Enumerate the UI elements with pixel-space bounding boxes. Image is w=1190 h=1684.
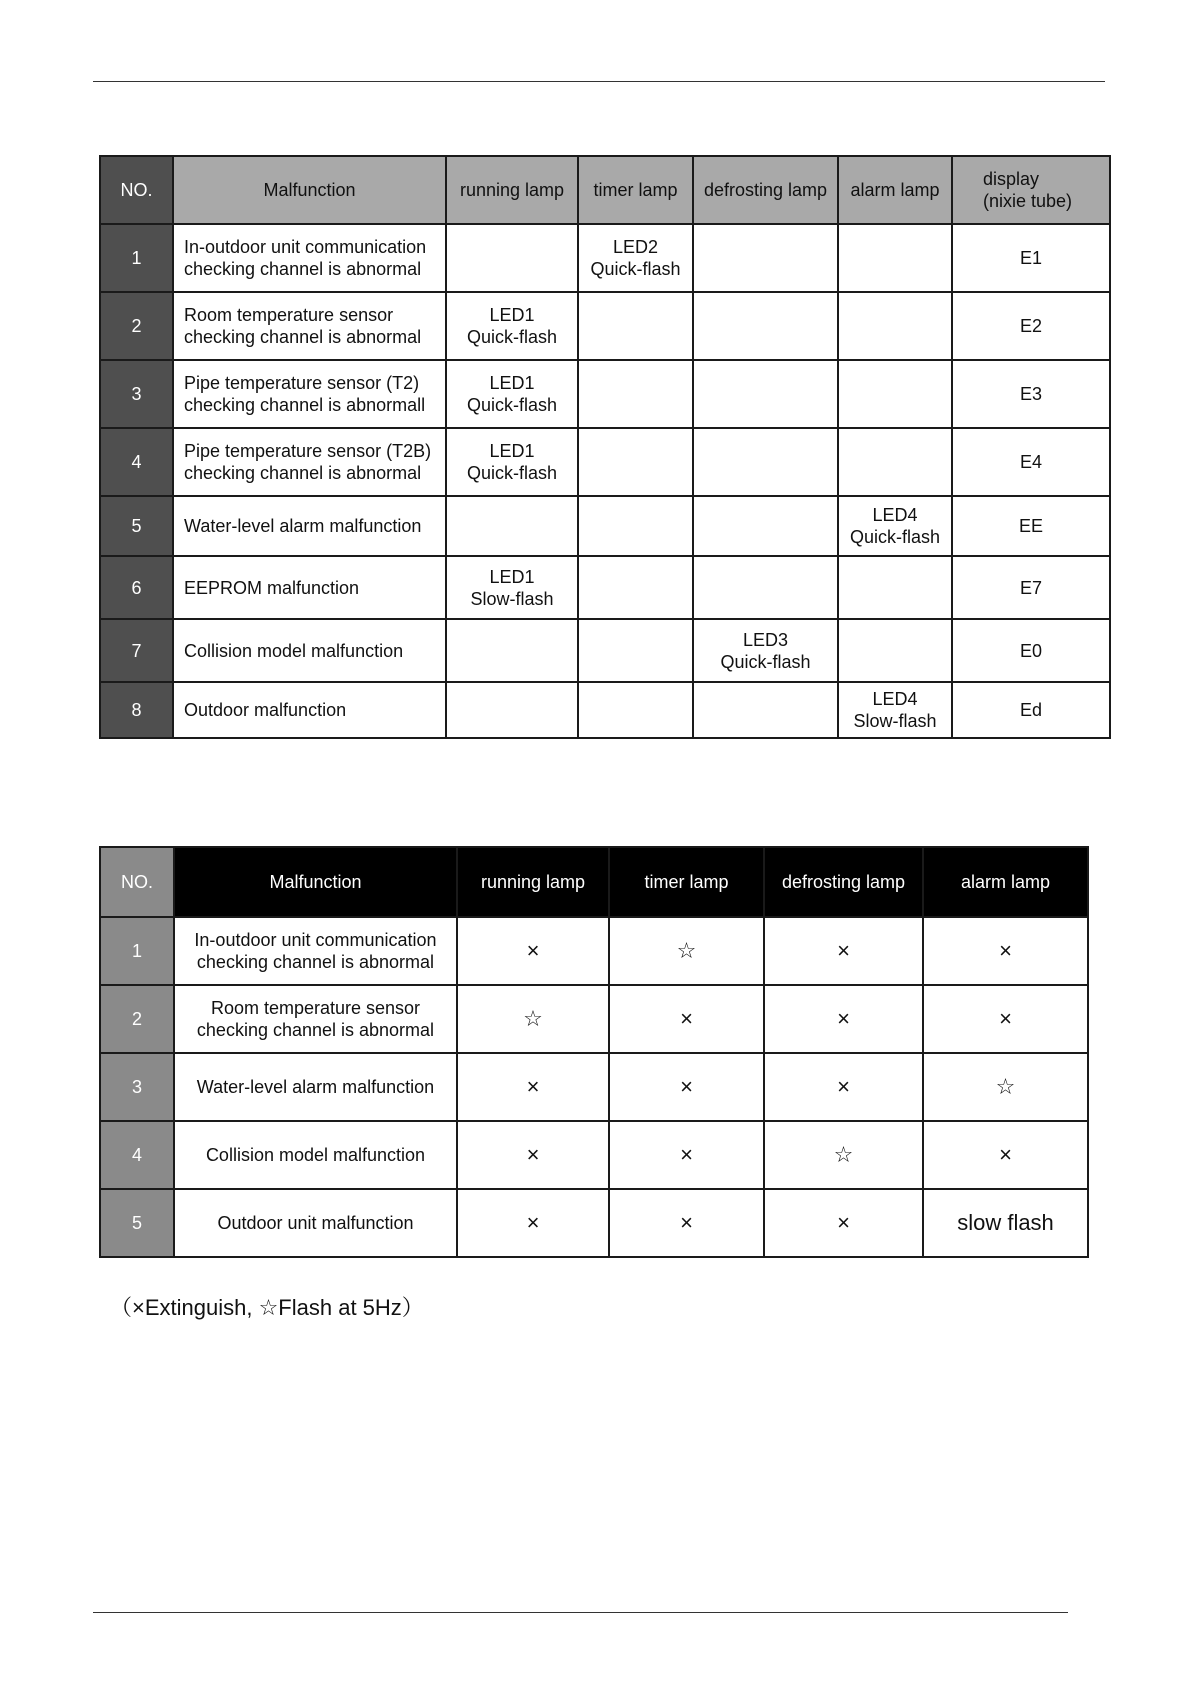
- running-lamp-status: ×: [457, 1189, 609, 1257]
- defrosting-lamp-cell: [693, 496, 838, 556]
- malfunction-cell: Pipe temperature sensor (T2B) checking channel is abnormal: [173, 428, 446, 496]
- timer-lamp-cell: [578, 619, 693, 682]
- row-number: 5: [100, 496, 173, 556]
- malfunction-cell: Collision model malfunction: [173, 619, 446, 682]
- row-number: 2: [100, 292, 173, 360]
- running-lamp-cell: LED1 Quick-flash: [446, 360, 578, 428]
- display-code-cell: E4: [952, 428, 1110, 496]
- row-number: 4: [100, 1121, 174, 1189]
- running-lamp-status: ×: [457, 1053, 609, 1121]
- malfunction-cell: Room temperature sensor checking channel is abnormal: [173, 292, 446, 360]
- table-row: [100, 224, 1110, 292]
- running-lamp-cell: [446, 682, 578, 738]
- alarm-lamp-cell: [838, 619, 952, 682]
- table-row: [100, 428, 1110, 496]
- malfunction-cell: Collision model malfunction: [174, 1121, 457, 1189]
- malfunction-cell: Water-level alarm malfunction: [174, 1053, 457, 1121]
- display-code-cell: Ed: [952, 682, 1110, 738]
- alarm-lamp-cell: [838, 428, 952, 496]
- defrosting-lamp-cell: [693, 224, 838, 292]
- running-lamp-cell: [446, 496, 578, 556]
- table-row: [100, 496, 1110, 556]
- table-row: [100, 360, 1110, 428]
- row-number: 3: [100, 1053, 174, 1121]
- header-no: NO.: [100, 156, 173, 224]
- display-code-cell: E0: [952, 619, 1110, 682]
- timer-lamp-status: ×: [609, 1053, 764, 1121]
- timer-lamp-cell: [578, 556, 693, 619]
- header-alarm-lamp: alarm lamp: [923, 847, 1088, 917]
- running-lamp-status: ☆: [457, 985, 609, 1053]
- alarm-lamp-cell: [838, 292, 952, 360]
- header-no: NO.: [100, 847, 174, 917]
- running-lamp-cell: LED1 Quick-flash: [446, 428, 578, 496]
- running-lamp-cell: LED1 Slow-flash: [446, 556, 578, 619]
- malfunction-cell: Room temperature sensor checking channel is abnormal: [174, 985, 457, 1053]
- defrosting-lamp-status: ×: [764, 917, 923, 985]
- defrosting-lamp-status: ×: [764, 1189, 923, 1257]
- running-lamp-status: ×: [457, 917, 609, 985]
- timer-lamp-cell: [578, 360, 693, 428]
- malfunction-cell: In-outdoor unit communication checking channel is abnormal: [174, 917, 457, 985]
- table-row: [100, 985, 1088, 1053]
- row-number: 1: [100, 917, 174, 985]
- timer-lamp-cell: LED2 Quick-flash: [578, 224, 693, 292]
- header-running-lamp: running lamp: [446, 156, 578, 224]
- display-code-cell: E3: [952, 360, 1110, 428]
- defrosting-lamp-cell: [693, 428, 838, 496]
- alarm-lamp-cell: LED4 Slow-flash: [838, 682, 952, 738]
- malfunction-cell: EEPROM malfunction: [173, 556, 446, 619]
- display-code-cell: E2: [952, 292, 1110, 360]
- malfunction-cell: Water-level alarm malfunction: [173, 496, 446, 556]
- timer-lamp-status: ×: [609, 985, 764, 1053]
- row-number: 2: [100, 985, 174, 1053]
- table-row: [100, 292, 1110, 360]
- table-row: [100, 1053, 1088, 1121]
- header-running-lamp: running lamp: [457, 847, 609, 917]
- running-lamp-status: ×: [457, 1121, 609, 1189]
- timer-lamp-cell: [578, 428, 693, 496]
- alarm-lamp-cell: LED4 Quick-flash: [838, 496, 952, 556]
- defrosting-lamp-cell: [693, 556, 838, 619]
- header-rule: [93, 81, 1105, 82]
- header-display: display (nixie tube): [952, 156, 1110, 224]
- table-row: [100, 1121, 1088, 1189]
- timer-lamp-status: ☆: [609, 917, 764, 985]
- table-header-row: [100, 156, 1110, 224]
- table-row: [100, 556, 1110, 619]
- malfunction-cell: Outdoor unit malfunction: [174, 1189, 457, 1257]
- malfunction-cell: Outdoor malfunction: [173, 682, 446, 738]
- defrosting-lamp-cell: [693, 292, 838, 360]
- table-row: [100, 1189, 1088, 1257]
- alarm-lamp-status: ×: [923, 985, 1088, 1053]
- header-timer-lamp: timer lamp: [609, 847, 764, 917]
- table-header-row: [100, 847, 1088, 917]
- header-timer-lamp: timer lamp: [578, 156, 693, 224]
- alarm-lamp-status: ☆: [923, 1053, 1088, 1121]
- row-number: 8: [100, 682, 173, 738]
- header-defrosting-lamp: defrosting lamp: [693, 156, 838, 224]
- malfunction-cell: Pipe temperature sensor (T2) checking channel is abnormall: [173, 360, 446, 428]
- header-alarm-lamp: alarm lamp: [838, 156, 952, 224]
- timer-lamp-cell: [578, 682, 693, 738]
- lamp-status-table: [99, 846, 1089, 1258]
- display-code-cell: E7: [952, 556, 1110, 619]
- legend-note: （×Extinguish, ☆Flash at 5Hz）: [110, 1295, 424, 1320]
- display-code-cell: EE: [952, 496, 1110, 556]
- defrosting-lamp-status: ☆: [764, 1121, 923, 1189]
- defrosting-lamp-cell: [693, 682, 838, 738]
- timer-lamp-cell: [578, 496, 693, 556]
- timer-lamp-cell: [578, 292, 693, 360]
- footer-rule: [93, 1612, 1068, 1613]
- table-row: [100, 917, 1088, 985]
- defrosting-lamp-status: ×: [764, 1053, 923, 1121]
- table-row: [100, 682, 1110, 738]
- timer-lamp-status: ×: [609, 1189, 764, 1257]
- malfunction-display-table: [99, 155, 1111, 739]
- display-code-cell: E1: [952, 224, 1110, 292]
- defrosting-lamp-cell: LED3 Quick-flash: [693, 619, 838, 682]
- row-number: 3: [100, 360, 173, 428]
- alarm-lamp-cell: [838, 556, 952, 619]
- header-malfunction: Malfunction: [173, 156, 446, 224]
- defrosting-lamp-cell: [693, 360, 838, 428]
- row-number: 5: [100, 1189, 174, 1257]
- row-number: 7: [100, 619, 173, 682]
- row-number: 4: [100, 428, 173, 496]
- running-lamp-cell: LED1 Quick-flash: [446, 292, 578, 360]
- running-lamp-cell: [446, 224, 578, 292]
- defrosting-lamp-status: ×: [764, 985, 923, 1053]
- malfunction-cell: In-outdoor unit communication checking channel is abnormal: [173, 224, 446, 292]
- running-lamp-cell: [446, 619, 578, 682]
- alarm-lamp-status: ×: [923, 1121, 1088, 1189]
- table-row: [100, 619, 1110, 682]
- row-number: 6: [100, 556, 173, 619]
- row-number: 1: [100, 224, 173, 292]
- alarm-lamp-status: ×: [923, 917, 1088, 985]
- header-defrosting-lamp: defrosting lamp: [764, 847, 923, 917]
- alarm-lamp-status: slow flash: [923, 1189, 1088, 1257]
- alarm-lamp-cell: [838, 224, 952, 292]
- header-malfunction: Malfunction: [174, 847, 457, 917]
- timer-lamp-status: ×: [609, 1121, 764, 1189]
- alarm-lamp-cell: [838, 360, 952, 428]
